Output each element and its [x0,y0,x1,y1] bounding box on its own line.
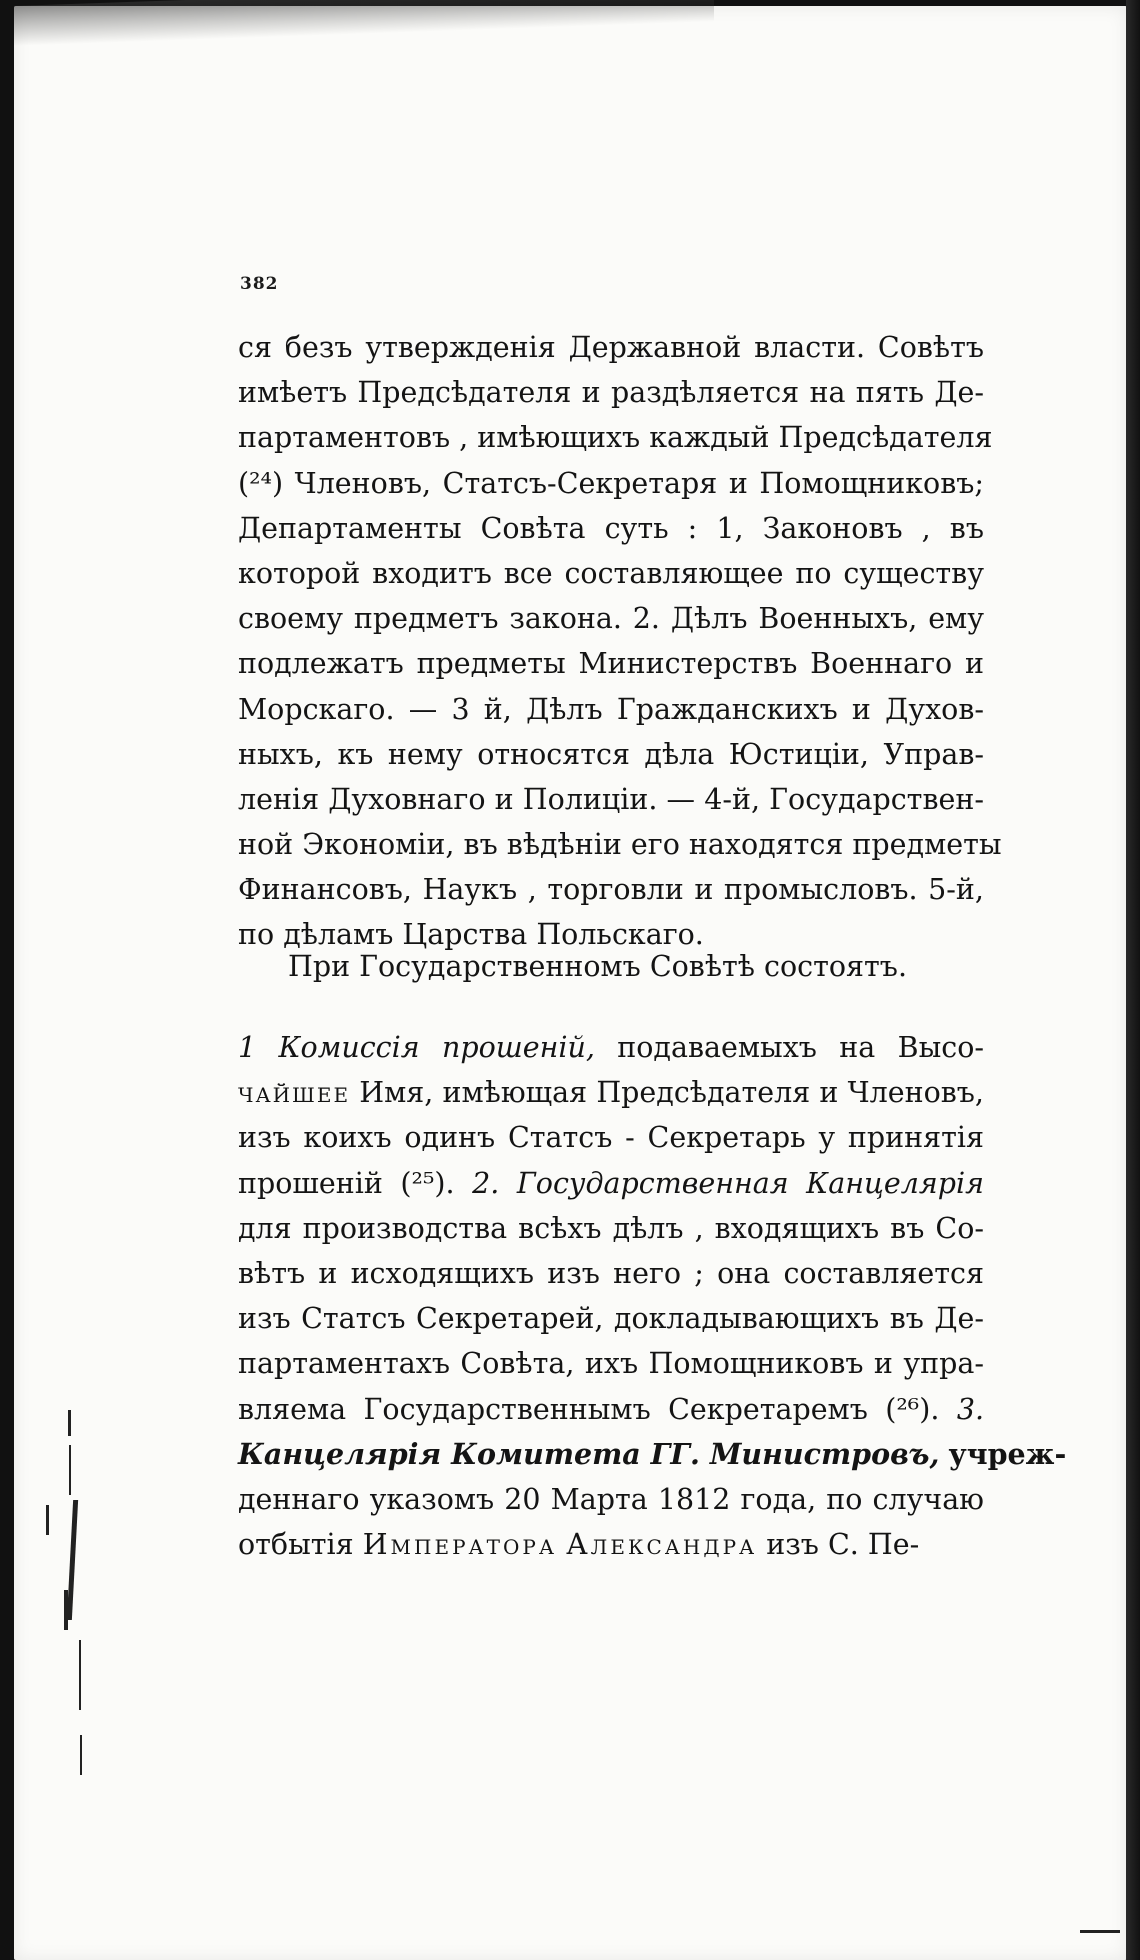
text-line: вѣтъ и исходящихъ изъ него ; она составляется [238,1256,984,1290]
paragraph-council-departments [238,325,1002,958]
italic-term: Комиссія прошеній, [278,1031,595,1064]
text-line: которой входитъ все составляющее по существу [238,556,984,590]
text-line: имѣетъ Предсѣдателя и раздѣляется на пять Де- [238,376,984,410]
text-line: ныхъ, къ нему относятся дѣла Юстиціи, Управ- [238,737,984,771]
book-page [14,6,1127,1960]
text-line [238,1025,984,1070]
item-number: 1 [238,1031,257,1064]
italic-term: 3. [956,1392,985,1426]
text-run: прошеній (²⁵). [238,1166,455,1200]
text-run: отбытія [238,1528,354,1562]
text-line: ся безъ утвержденія Державной власти. Совѣтъ [238,331,984,364]
text-run: вляема Государственнымъ Секретаремъ (²⁶). [238,1392,940,1426]
margin-mark [79,1640,81,1710]
text-line [238,1432,1067,1477]
text-line: своему предметъ закона. 2. Дѣлъ Военныхъ, ему [238,602,984,636]
text-line: по дѣламъ Царства Польскаго. [238,918,704,952]
page-edge [1126,0,1140,1960]
margin-mark [69,1445,71,1495]
text-line: для производства всѣхъ дѣлъ , входящихъ въ Со- [238,1211,984,1245]
italic-term: Канцелярія Комитета ГГ. Министровъ, [238,1436,940,1471]
text-line [238,1161,984,1206]
text-line: (²⁴) Членовъ, Статсъ-Секретаря и Помощниковъ; [238,466,984,500]
text-run: изъ С. Пе- [766,1528,920,1562]
text-run: учреж- [948,1436,1067,1471]
text-line [238,1387,984,1432]
smallcaps-run: Александра [566,1528,758,1562]
smallcaps-run: чайшее [238,1076,351,1110]
text-run: подаваемыхъ на Высо- [617,1031,985,1064]
text-line: деннаго указомъ 20 Марта 1812 года, по случаю [238,1482,984,1516]
margin-mark [80,1735,82,1775]
text-line: партаментовъ , имѣющихъ каждый Предсѣдателя [238,421,993,455]
margin-mark [64,1590,68,1630]
text-line [238,1070,984,1115]
section-heading: При Государственномъ Совѣтѣ состоятъ. [288,950,907,983]
text-run: Имя, имѣющая Предсѣдателя и Членовъ, [359,1076,984,1110]
page-number: 382 [240,274,279,294]
text-line [238,1522,984,1567]
italic-term: 2. Государственная Канцелярія [472,1166,984,1200]
text-line: изъ Статсъ Секретарей, докладывающихъ въ Де- [238,1302,984,1336]
margin-mark [68,1410,71,1436]
text-line: Финансовъ, Наукъ , торговли и промысловъ. 5-й, [238,873,984,907]
text-line: изъ коихъ одинъ Статсъ - Секретарь у принятія [238,1121,984,1155]
text-line: подлежатъ предметы Министерствъ Военнаго и [238,647,984,681]
margin-mark [1080,1930,1120,1933]
paragraph-council-bodies [238,1025,1067,1567]
text-line: Департаменты Совѣта суть : 1, Законовъ , въ [238,511,984,545]
text-line: ной Экономіи, въ вѣдѣніи его находятся предметы [238,828,1002,862]
text-line: партаментахъ Совѣта, ихъ Помощниковъ и упра- [238,1347,984,1381]
smallcaps-run: Императора [362,1528,558,1562]
text-line: Морскаго. — 3 й, Дѣлъ Гражданскихъ и Духов- [238,692,984,726]
margin-mark [46,1505,49,1535]
text-line: ленія Духовнаго и Полиціи. — 4-й, Государствен- [238,782,984,816]
